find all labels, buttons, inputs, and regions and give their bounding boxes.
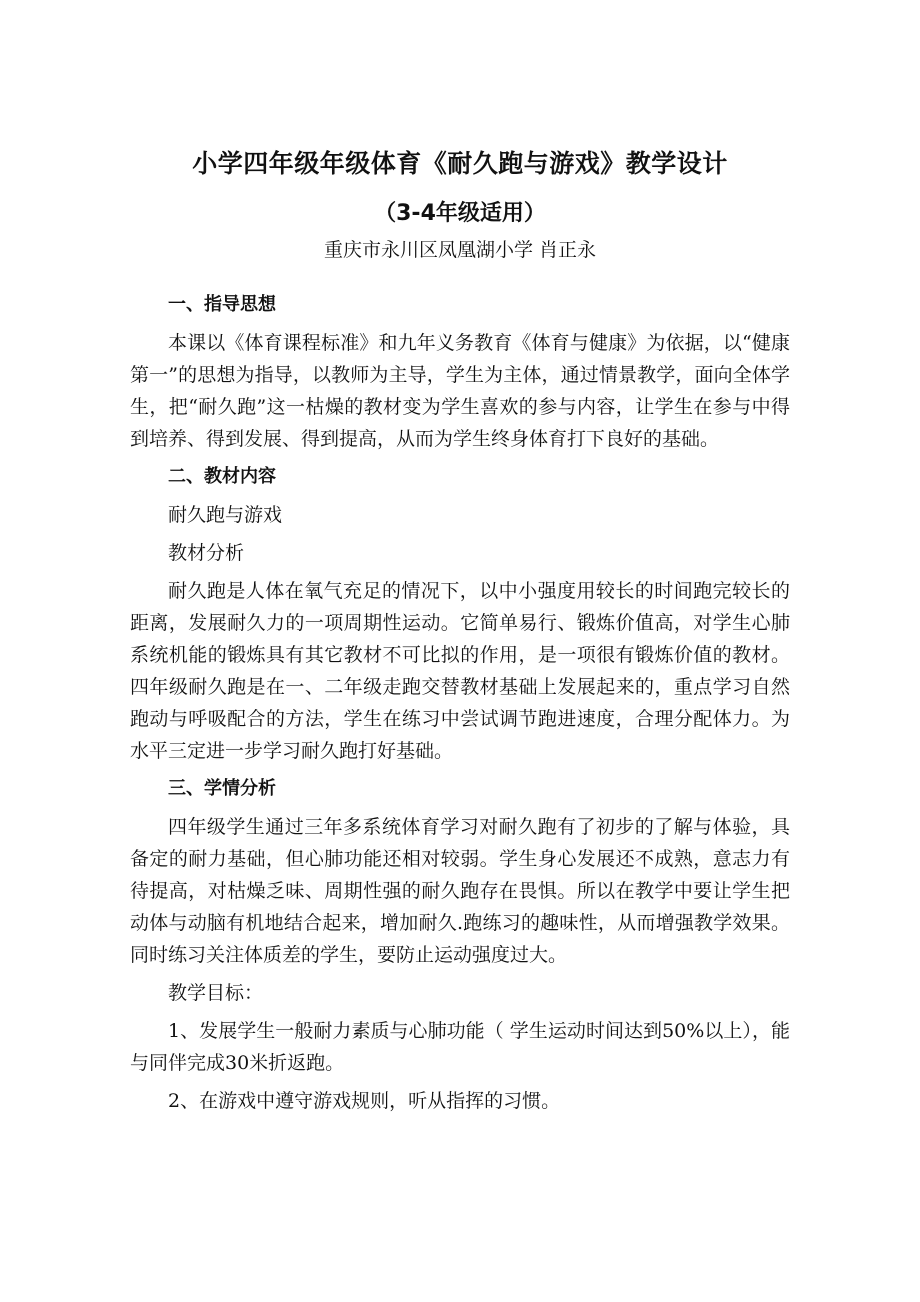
paragraph-material-analysis: 耐久跑是人体在氧气充足的情况下，以中小强度用较长的时间跑完较长的距离，发展耐久力的一项周期性运动。它简单易行、锻炼价值高，对学生心肺系统机能的锻炼具有其它教材不可比拟的作用，是一项很有锻炼价值的教材。四年级耐久跑是在一、二年级走跑交替教材基础上发展起来的，重点学习自然跑动与呼吸配合的方法，学生在练习中尝试调节跑进速度，合理分配体力。为水平三定进一步学习耐久跑打好基础。	[130, 580, 790, 762]
teaching-goals-label: 教学目标：	[168, 982, 264, 1004]
section-heading-students: 三、学情分析	[168, 778, 276, 799]
document-title: 小学四年级年级体育《耐久跑与游戏》教学设计	[192, 149, 728, 178]
paragraph-guiding: 本课以《体育课程标准》和九年义务教育《体育与健康》为依据，以“健康第一”的思想为指导，以教师为主导，学生为主体，通过情景教学，面向全体学生，把“耐久跑”这一枯燥的教材变为学生喜欢的参与内容，让学生在参与中得到培养、得到发展、得到提高，从而为学生终身体育打下良好的基础。	[130, 332, 790, 450]
material-title-line: 耐久跑与游戏	[168, 504, 283, 526]
teaching-goal-1: 1、发展学生一般耐力素质与心肺功能（ 学生运动时间达到50%以上），能与同伴完成30米折返跑。	[130, 1020, 790, 1074]
section-heading-guiding: 一、指导思想	[168, 294, 276, 315]
document-subtitle: （3-4年级适用）	[374, 201, 546, 226]
paragraph-student-analysis: 四年级学生通过三年多系统体育学习对耐久跑有了初步的了解与体验，具备定的耐力基础，但心肺功能还相对较弱。学生身心发展还不成熟，意志力有待提高，对枯燥乏味、周期性强的耐久跑存在畏惧。所以在教学中要让学生把动体与动脑有机地结合起来，增加耐久.跑练习的趣味性，从而增强教学效果。同时练习关注体质差的学生，要防止运动强度过大。	[130, 816, 790, 966]
section-heading-material: 二、教材内容	[168, 466, 276, 487]
teaching-goal-2: 2、在游戏中遵守游戏规则，听从指挥的习惯。	[168, 1090, 561, 1112]
material-analysis-label: 教材分析	[168, 542, 245, 564]
document-body	[130, 289, 790, 1117]
document-author: 重庆市永川区凤凰湖小学 肖正永	[323, 239, 597, 261]
